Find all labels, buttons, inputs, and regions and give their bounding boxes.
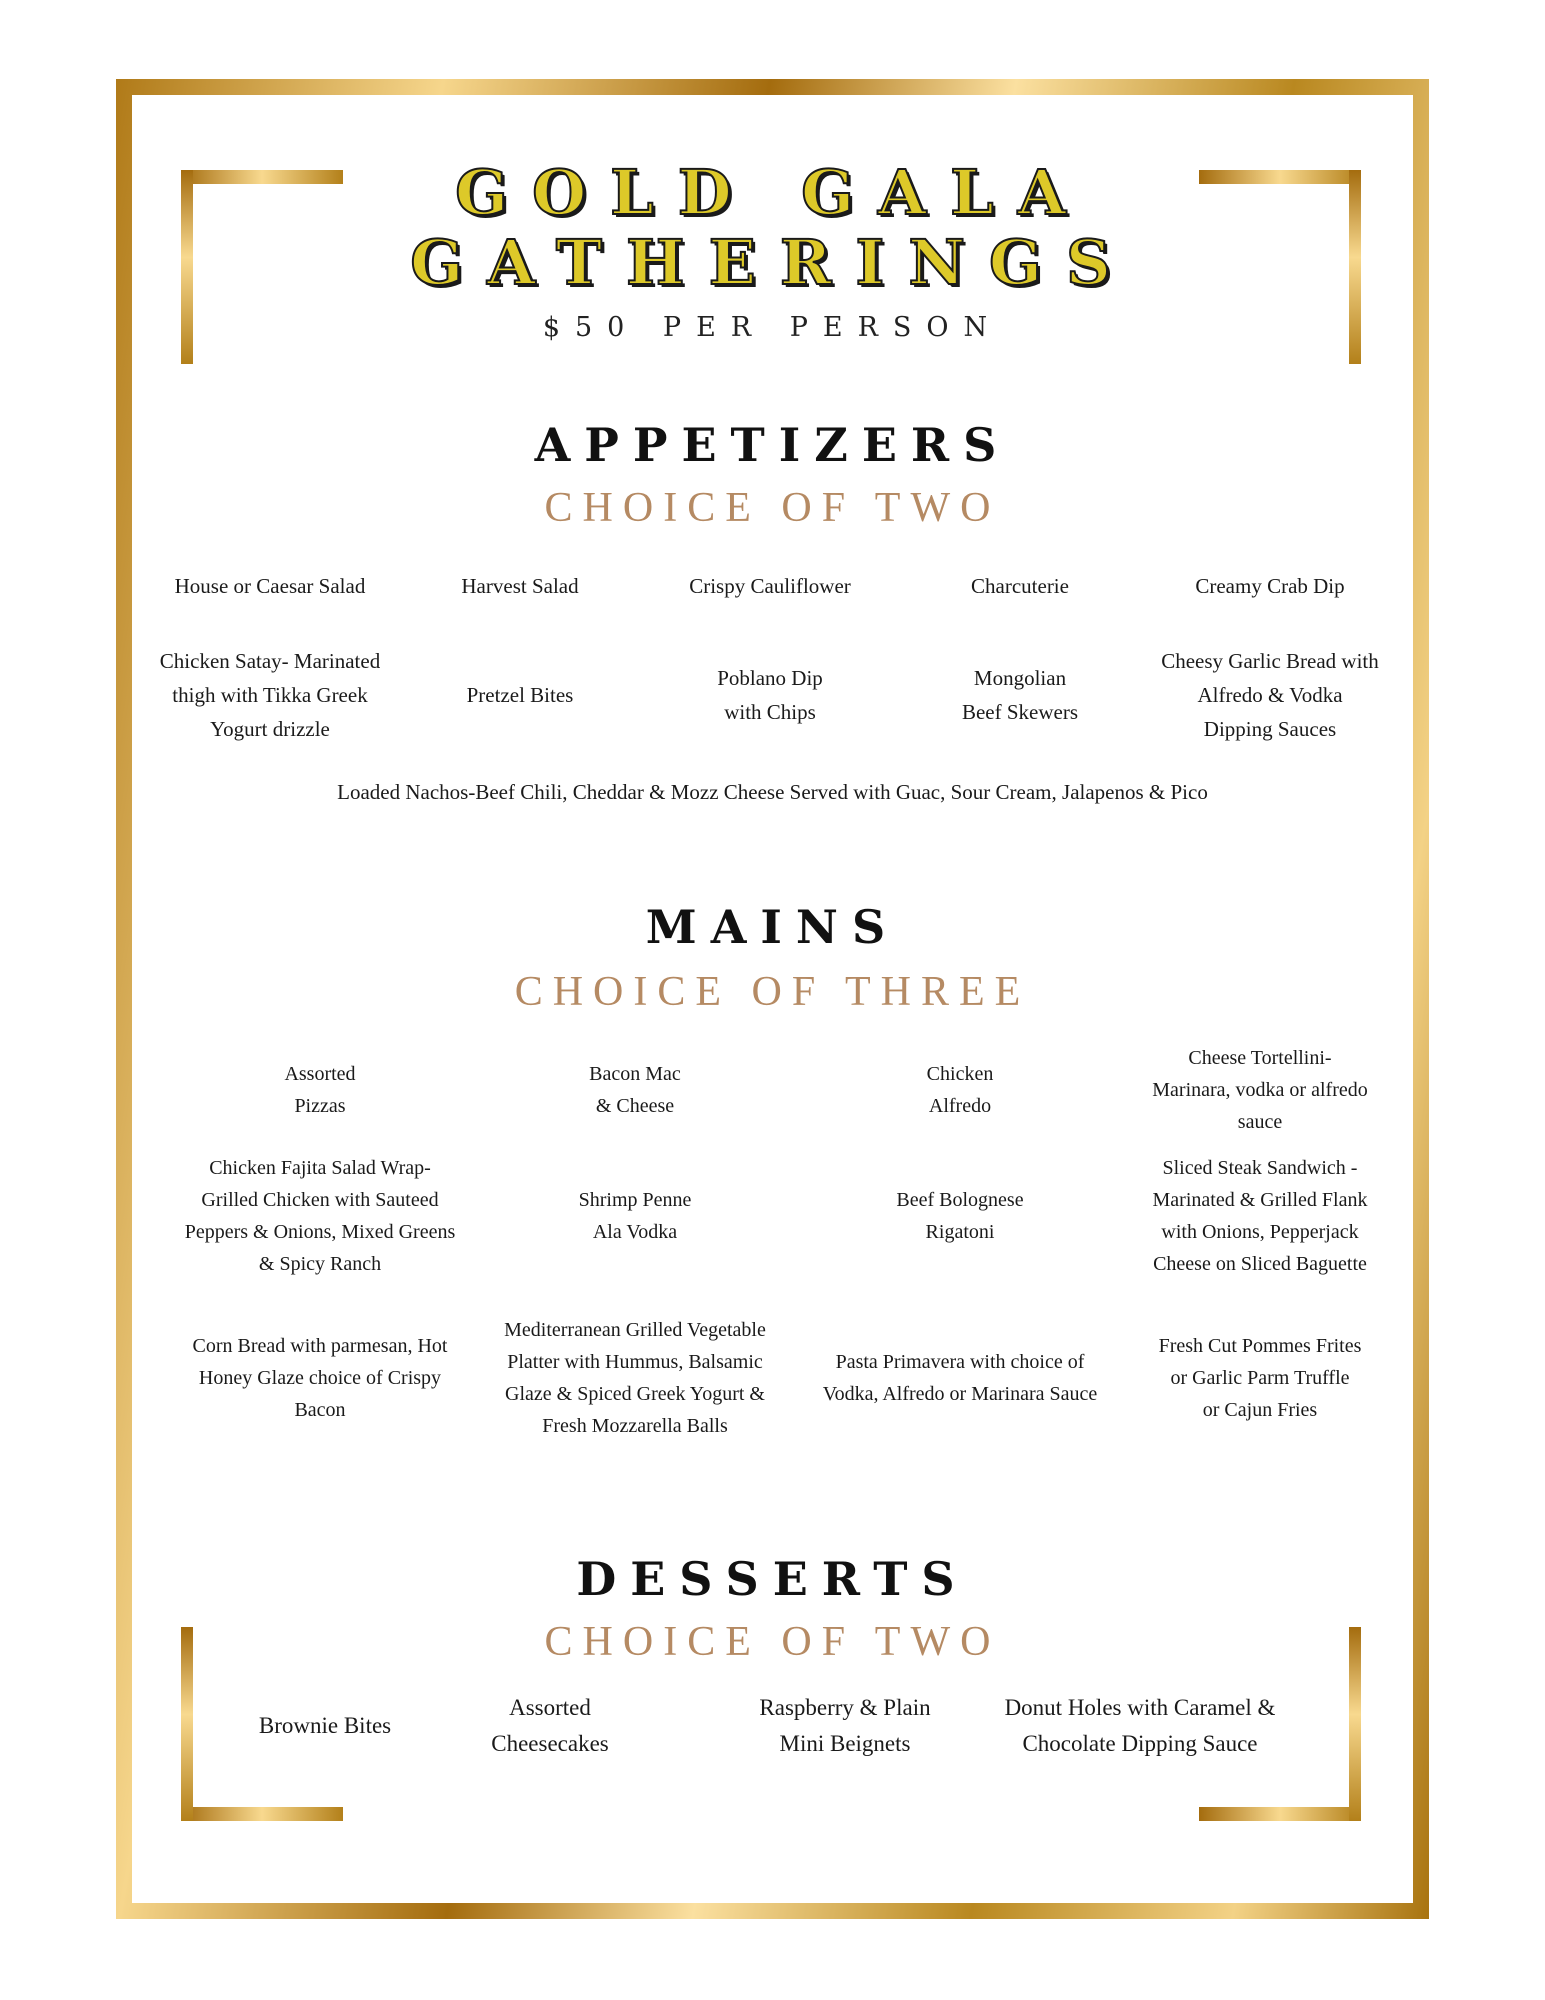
appetizer-item: House or Caesar Salad xyxy=(174,574,366,598)
appetizer-item: Crispy Cauliflower xyxy=(689,574,851,598)
mains-title: MAINS xyxy=(645,900,900,954)
main-item: Sliced Steak Sandwich - Marinated & Grilled Flank with Onions, Pepperjack Cheese on Sliced Baguette xyxy=(1152,1157,1368,1275)
dessert-item: Brownie Bites xyxy=(258,1713,392,1738)
main-item: Corn Bread with parmesan, Hot Honey Glaze choice of Crispy Bacon xyxy=(192,1335,448,1421)
appetizer-item: Cheesy Garlic Bread with Alfredo & Vodka Dipping Sauces xyxy=(1161,649,1379,741)
main-item: Shrimp Penne Ala Vodka xyxy=(578,1189,692,1243)
main-item: Assorted Pizzas xyxy=(284,1063,356,1117)
appetizer-item-nachos: Loaded Nachos-Beef Chili, Cheddar & Mozz Cheese Served with Guac, Sour Cream, Jalapenos & Pico xyxy=(337,780,1208,804)
main-item: Pasta Primavera with choice of Vodka, Alfredo or Marinara Sauce xyxy=(822,1351,1098,1405)
appetizer-item: Harvest Salad xyxy=(461,574,579,598)
appetizer-item: Creamy Crab Dip xyxy=(1195,574,1345,598)
price-per-person: $50 PER PERSON xyxy=(542,312,1003,343)
brand-title xyxy=(300,158,1245,298)
main-item: Fresh Cut Pommes Frites or Garlic Parm Truffle or Cajun Fries xyxy=(1158,1335,1362,1421)
appetizer-item: Poblano Dip with Chips xyxy=(717,666,823,724)
appetizer-item: Mongolian Beef Skewers xyxy=(961,666,1079,724)
mains-subtitle: CHOICE OF THREE xyxy=(514,969,1031,1015)
appetizers-title: APPETIZERS xyxy=(534,418,1011,472)
main-item: Cheese Tortellini- Marinara, vodka or alfredo sauce xyxy=(1152,1047,1368,1133)
brand-title-line1: GOLD GALA xyxy=(455,156,1090,229)
main-item: Chicken Fajita Salad Wrap- Grilled Chicken with Sauteed Peppers & Onions, Mixed Greens & Spicy Ranch xyxy=(184,1157,456,1275)
brand-title-line2: GATHERINGS xyxy=(410,226,1135,299)
appetizers-subtitle: CHOICE OF TWO xyxy=(544,485,1001,531)
appetizer-item: Chicken Satay- Marinated thigh with Tikka Greek Yogurt drizzle xyxy=(159,649,381,741)
dessert-item: Raspberry & Plain Mini Beignets xyxy=(759,1695,931,1756)
dessert-item: Donut Holes with Caramel & Chocolate Dipping Sauce xyxy=(1004,1695,1276,1756)
main-item: Chicken Alfredo xyxy=(926,1063,994,1117)
appetizer-item: Pretzel Bites xyxy=(466,683,574,707)
desserts-subtitle: CHOICE OF TWO xyxy=(544,1619,1001,1665)
appetizer-item: Charcuterie xyxy=(971,574,1069,598)
dessert-item: Assorted Cheesecakes xyxy=(491,1695,609,1756)
main-item: Mediterranean Grilled Vegetable Platter with Hummus, Balsamic Glaze & Spiced Greek Yogurt & Fresh Mozzarella Balls xyxy=(504,1319,766,1437)
main-item: Beef Bolognese Rigatoni xyxy=(896,1189,1024,1243)
desserts-title: DESSERTS xyxy=(576,1552,969,1606)
main-item: Bacon Mac & Cheese xyxy=(589,1063,681,1117)
